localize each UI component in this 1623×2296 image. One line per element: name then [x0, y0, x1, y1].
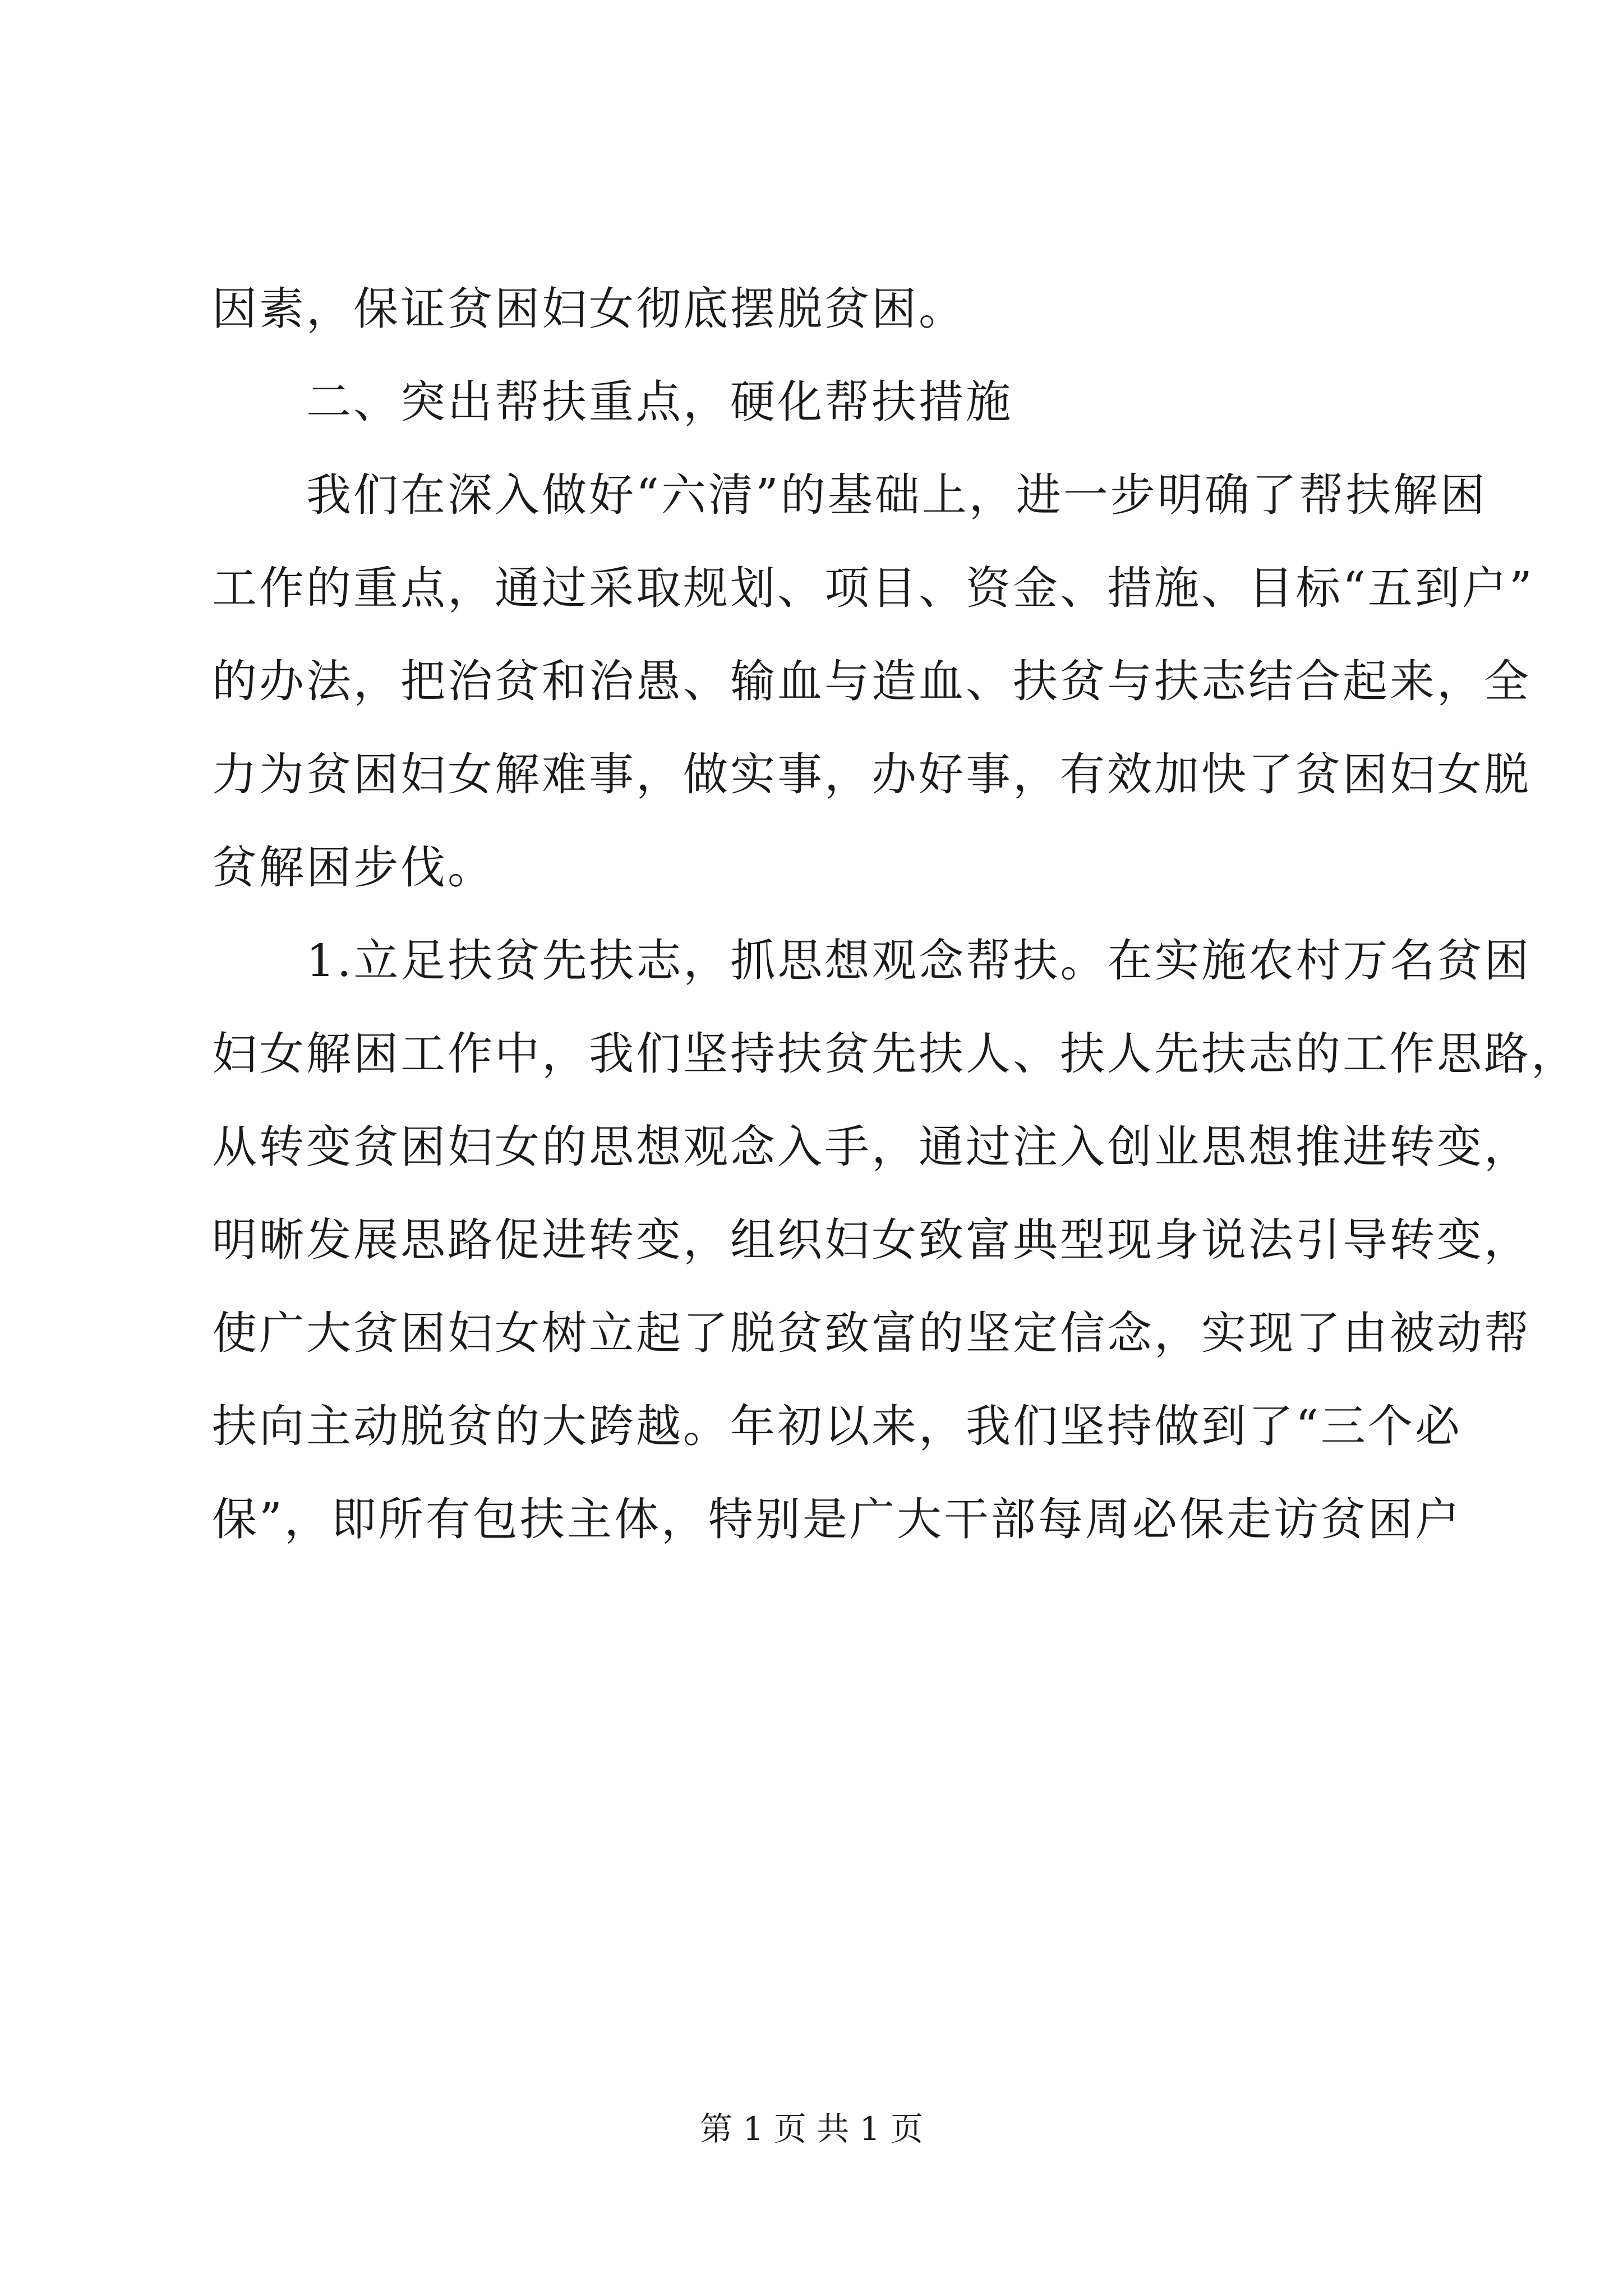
paragraph-line: 明晰发展思路促进转变，组织妇女致富典型现身说法引导转变， [212, 1214, 1531, 1266]
paragraph-line: 从转变贫困妇女的思想观念入手，通过注入创业思想推进转变， [212, 1121, 1531, 1173]
paragraph-line: 因素，保证贫困妇女彻底摆脱贫困。 [212, 283, 966, 335]
paragraph-line: 扶向主动脱贫的大跨越。年初以来，我们坚持做到了“三个必 [212, 1400, 1462, 1452]
paragraph-line: 贫解困步伐。 [212, 841, 495, 894]
section-heading: 二、突出帮扶重点，硬化帮扶措施 [306, 376, 1013, 428]
page-number-footer: 第 1 页 共 1 页 [700, 2110, 923, 2148]
paragraph-line: 妇女解困工作中，我们坚持扶贫先扶人、扶人先扶志的工作思路， [212, 1028, 1578, 1080]
paragraph-line: 1.立足扶贫先扶志，抓思想观念帮扶。在实施农村万名贫困 [306, 935, 1532, 987]
paragraph-line: 工作的重点，通过采取规划、项目、资金、措施、目标“五到户” [212, 562, 1534, 614]
paragraph-line: 的办法，把治贫和治愚、输血与造血、扶贫与扶志结合起来，全 [212, 655, 1531, 707]
paragraph-line: 力为贫困妇女解难事，做实事，办好事，有效加快了贫困妇女脱 [212, 748, 1531, 800]
paragraph-line: 保”，即所有包扶主体，特别是广大干部每周必保走访贫困户 [212, 1493, 1462, 1545]
body-text [212, 263, 1578, 1566]
paragraph-line: 我们在深入做好“六清”的基础上，进一步明确了帮扶解困 [306, 469, 1487, 521]
paragraph-line: 使广大贫困妇女树立起了脱贫致富的坚定信念，实现了由被动帮 [212, 1307, 1531, 1359]
